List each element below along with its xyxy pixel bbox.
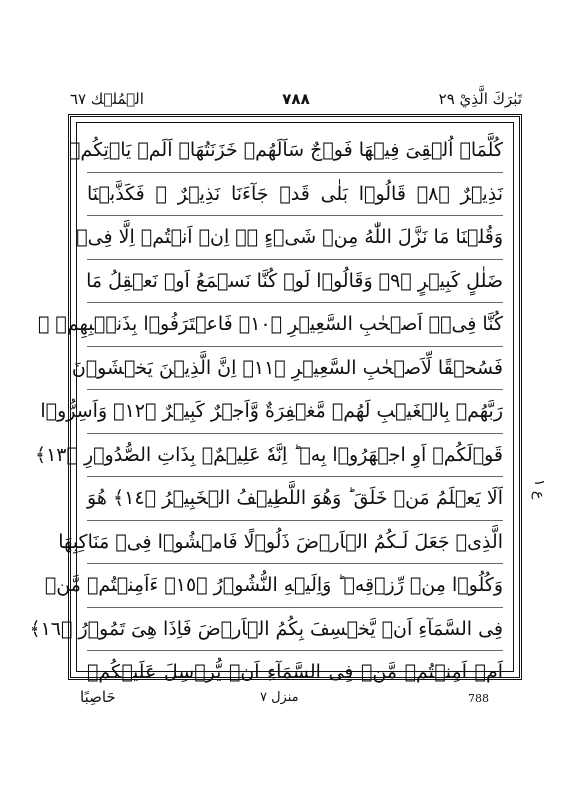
page-number-arabic: ٧٨٨ (282, 90, 310, 108)
page-frame (29, 114, 522, 683)
text-line: كُلَّمَاۤ اُلۡقِىَ فِيۡهَا فَوۡجٌ سَاَلَهُمۡ خَزَنَتُهَاۤ اَلَمۡ يَاۡتِكُمۡ (87, 129, 503, 173)
catchword: حَاصِبًا (80, 688, 116, 706)
text-line: وَقُلۡنَا مَا نَزَّلَ اللّٰهُ مِنۡ شَىۡءٍ ۖۚ اِنۡ اَنۡتُمۡ اِلَّا فِىۡ (87, 216, 503, 260)
text-line: رَبَّهُمۡ بِالۡغَيۡبِ لَهُمۡ مَّغۡفِرَةٌ وَّاَجۡرٌ كَبِيۡرٌ ﴿١٢﴾ وَاَسِرُّوۡا (87, 390, 503, 434)
text-line: اَلَا يَعۡلَمُ مَنۡ خَلَقَ ؕ وَهُوَ اللَّطِيۡفُ الۡخَبِيۡرُ ﴿١٤﴾ هُوَ (87, 477, 503, 521)
surah-label: الۡمُلۡك ٦٧ (70, 90, 144, 108)
text-line: ضَلٰلٍ كَبِيۡرٍ ﴿٩﴾ وَقَالُوۡا لَوۡ كُنَّا نَسۡمَعُ اَوۡ نَعۡقِلُ مَا (87, 260, 503, 304)
text-line: قَوۡلَكُمۡ اَوِ اجۡهَرُوۡا بِهٖ ؕ اِنَّهٗ عَلِيۡمٌۢ بِذَاتِ الصُّدُوۡرِ ﴿١٣﴾ (87, 434, 503, 478)
text-line: نَذِيۡرٌ ﴿٨﴾ قَالُوۡا بَلٰى قَدۡ جَآءَنَا نَذِيۡرٌ ۙ فَكَذَّبۡنَا (87, 173, 503, 217)
manzil-label: منزل ٧ (260, 690, 299, 705)
page-header (70, 86, 522, 112)
text-line: فَسُحۡقًا لِّاَصۡحٰبِ السَّعِيۡرِ ﴿١١﴾ اِنَّ الَّذِيۡنَ يَخۡشَوۡنَ (87, 347, 503, 391)
text-line: وَكُلُوۡا مِنۡ رِّزۡقِهٖ ؕ وَاِلَيۡهِ النُّشُوۡرُ ﴿١٥﴾ ءَاَمِنۡتُمۡ مَّنۡ (87, 564, 503, 608)
text-line: كُنَّا فِىۡۤ اَصۡحٰبِ السَّعِيۡرِ ﴿١٠﴾ فَاعۡتَرَفُوۡا بِذَنۡۢبِهِمۡ ۚ (87, 303, 503, 347)
ruku-margin-mark: ع ١ (531, 478, 547, 500)
page-number-latin: 788 (468, 692, 489, 705)
juz-label: تَبٰرَكَ الَّذِيْ ٢٩ (438, 90, 522, 108)
page-inner-border (29, 122, 514, 683)
text-line: اَمۡ اَمِنۡتُمۡ مَّنۡ فِى السَّمَآءِ اَنۡ يُّرۡسِلَ عَلَيۡكُمۡ (87, 661, 503, 683)
text-line: فِى السَّمَآءِ اَنۡ يَّخۡسِفَ بِكُمُ الۡاَرۡضَ فَاِذَا هِىَ تَمُوۡرُ ﴿١٦﴾ (87, 608, 503, 652)
verse-lines (29, 129, 503, 683)
text-line: الَّذِىۡ جَعَلَ لَـكُمُ الۡاَرۡضَ ذَلُوۡلًا فَامۡشُوۡا فِىۡ مَنَاكِبِهَا (87, 521, 503, 565)
